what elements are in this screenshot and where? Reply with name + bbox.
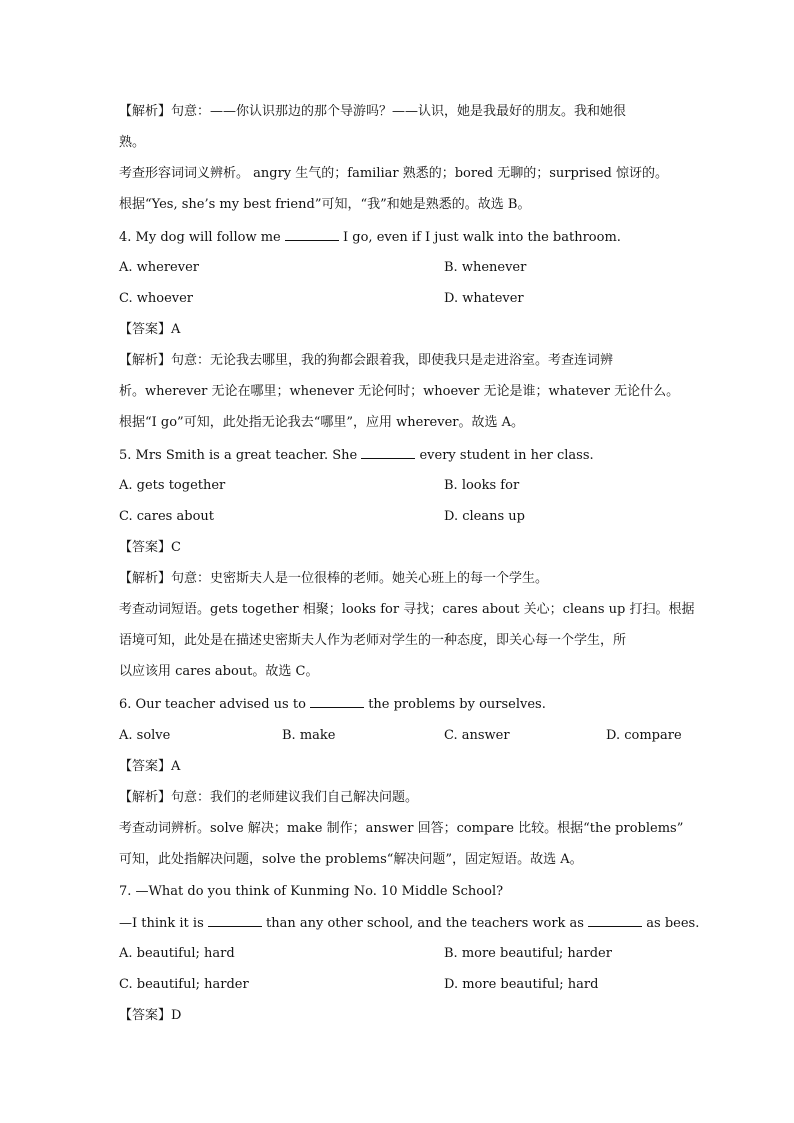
explanation-line: 析。wherever 无论在哪里；whenever 无论何时；whoever 无论是谁；whatever 无论什么。	[119, 384, 680, 399]
question-5	[119, 446, 679, 464]
option-d: D. more beautiful; hard	[444, 977, 599, 992]
question-text: 5. Mrs Smith is a great teacher. She	[119, 448, 358, 463]
question-7-line-1: 7. —What do you think of Kunming No. 10 Middle School?	[119, 884, 504, 899]
option-a: A. gets together	[119, 478, 226, 493]
question-text: as bees.	[646, 916, 700, 931]
option-b: B. make	[282, 728, 336, 743]
option-c: C. beautiful; harder	[119, 977, 249, 992]
explanation-line: 以应该用 cares about。故选 C。	[119, 664, 319, 679]
explanation-line: 【解析】句意：我们的老师建议我们自己解决问题。	[119, 790, 419, 805]
question-6	[119, 695, 679, 713]
question-text: I go, even if I just walk into the bathroom.	[343, 230, 621, 245]
explanation-line: 【解析】句意：——你认识那边的那个导游吗？——认识，她是我最好的朋友。我和她很	[119, 104, 627, 119]
answer-blank	[208, 914, 262, 927]
option-a: A. solve	[119, 728, 171, 743]
option-d: D. compare	[606, 728, 682, 743]
answer-label: 【答案】C	[119, 540, 181, 555]
answer-label: 【答案】D	[119, 1008, 182, 1023]
option-b: B. looks for	[444, 478, 520, 493]
option-c: C. whoever	[119, 291, 194, 306]
answer-blank	[285, 228, 339, 241]
explanation-line: 考查动词辨析。solve 解决；make 制作；answer 回答；compare 比较。根据“the problems”	[119, 821, 684, 836]
option-c: C. answer	[444, 728, 510, 743]
option-b: B. whenever	[444, 260, 527, 275]
explanation-line: 考查动词短语。gets together 相聚；looks for 寻找；cares about 关心；cleans up 打扫。根据	[119, 602, 695, 617]
answer-blank	[361, 446, 415, 459]
question-text: 4. My dog will follow me	[119, 230, 281, 245]
option-c: C. cares about	[119, 509, 214, 524]
option-b: B. more beautiful; harder	[444, 946, 612, 961]
question-7-line-2	[119, 914, 700, 932]
question-text: the problems by ourselves.	[368, 697, 546, 712]
explanation-line: 熟。	[119, 135, 146, 150]
explanation-line: 根据“Yes, she’s my best friend”可知，“我”和她是熟悉的。故选 B。	[119, 197, 531, 212]
question-4	[119, 228, 679, 246]
answer-blank	[310, 695, 364, 708]
option-a: A. wherever	[119, 260, 200, 275]
answer-label: 【答案】A	[119, 322, 181, 337]
question-text: 6. Our teacher advised us to	[119, 697, 306, 712]
option-a: A. beautiful; hard	[119, 946, 235, 961]
answer-label: 【答案】A	[119, 759, 181, 774]
explanation-line: 【解析】句意：无论我去哪里，我的狗都会跟着我，即使我只是走进浴室。考查连词辨	[119, 353, 614, 368]
answer-blank	[588, 914, 642, 927]
explanation-line: 根据“I go”可知，此处指无论我去“哪里”，应用 wherever。故选 A。	[119, 415, 525, 430]
explanation-line: 可知，此处指解决问题，solve the problems“解决问题”，固定短语。故选 A。	[119, 852, 583, 867]
question-text: every student in her class.	[419, 448, 594, 463]
explanation-line: 考查形容词词义辨析。 angry 生气的；familiar 熟悉的；bored 无聊的；surprised 惊讶的。	[119, 166, 669, 181]
explanation-line: 语境可知，此处是在描述史密斯夫人作为老师对学生的一种态度，即关心每一个学生，所	[119, 633, 627, 648]
question-text: than any other school, and the teachers work as	[266, 916, 584, 931]
option-d: D. whatever	[444, 291, 524, 306]
explanation-line: 【解析】句意：史密斯夫人是一位很棒的老师。她关心班上的每一个学生。	[119, 571, 549, 586]
question-text: —I think it is	[119, 916, 204, 931]
option-d: D. cleans up	[444, 509, 525, 524]
